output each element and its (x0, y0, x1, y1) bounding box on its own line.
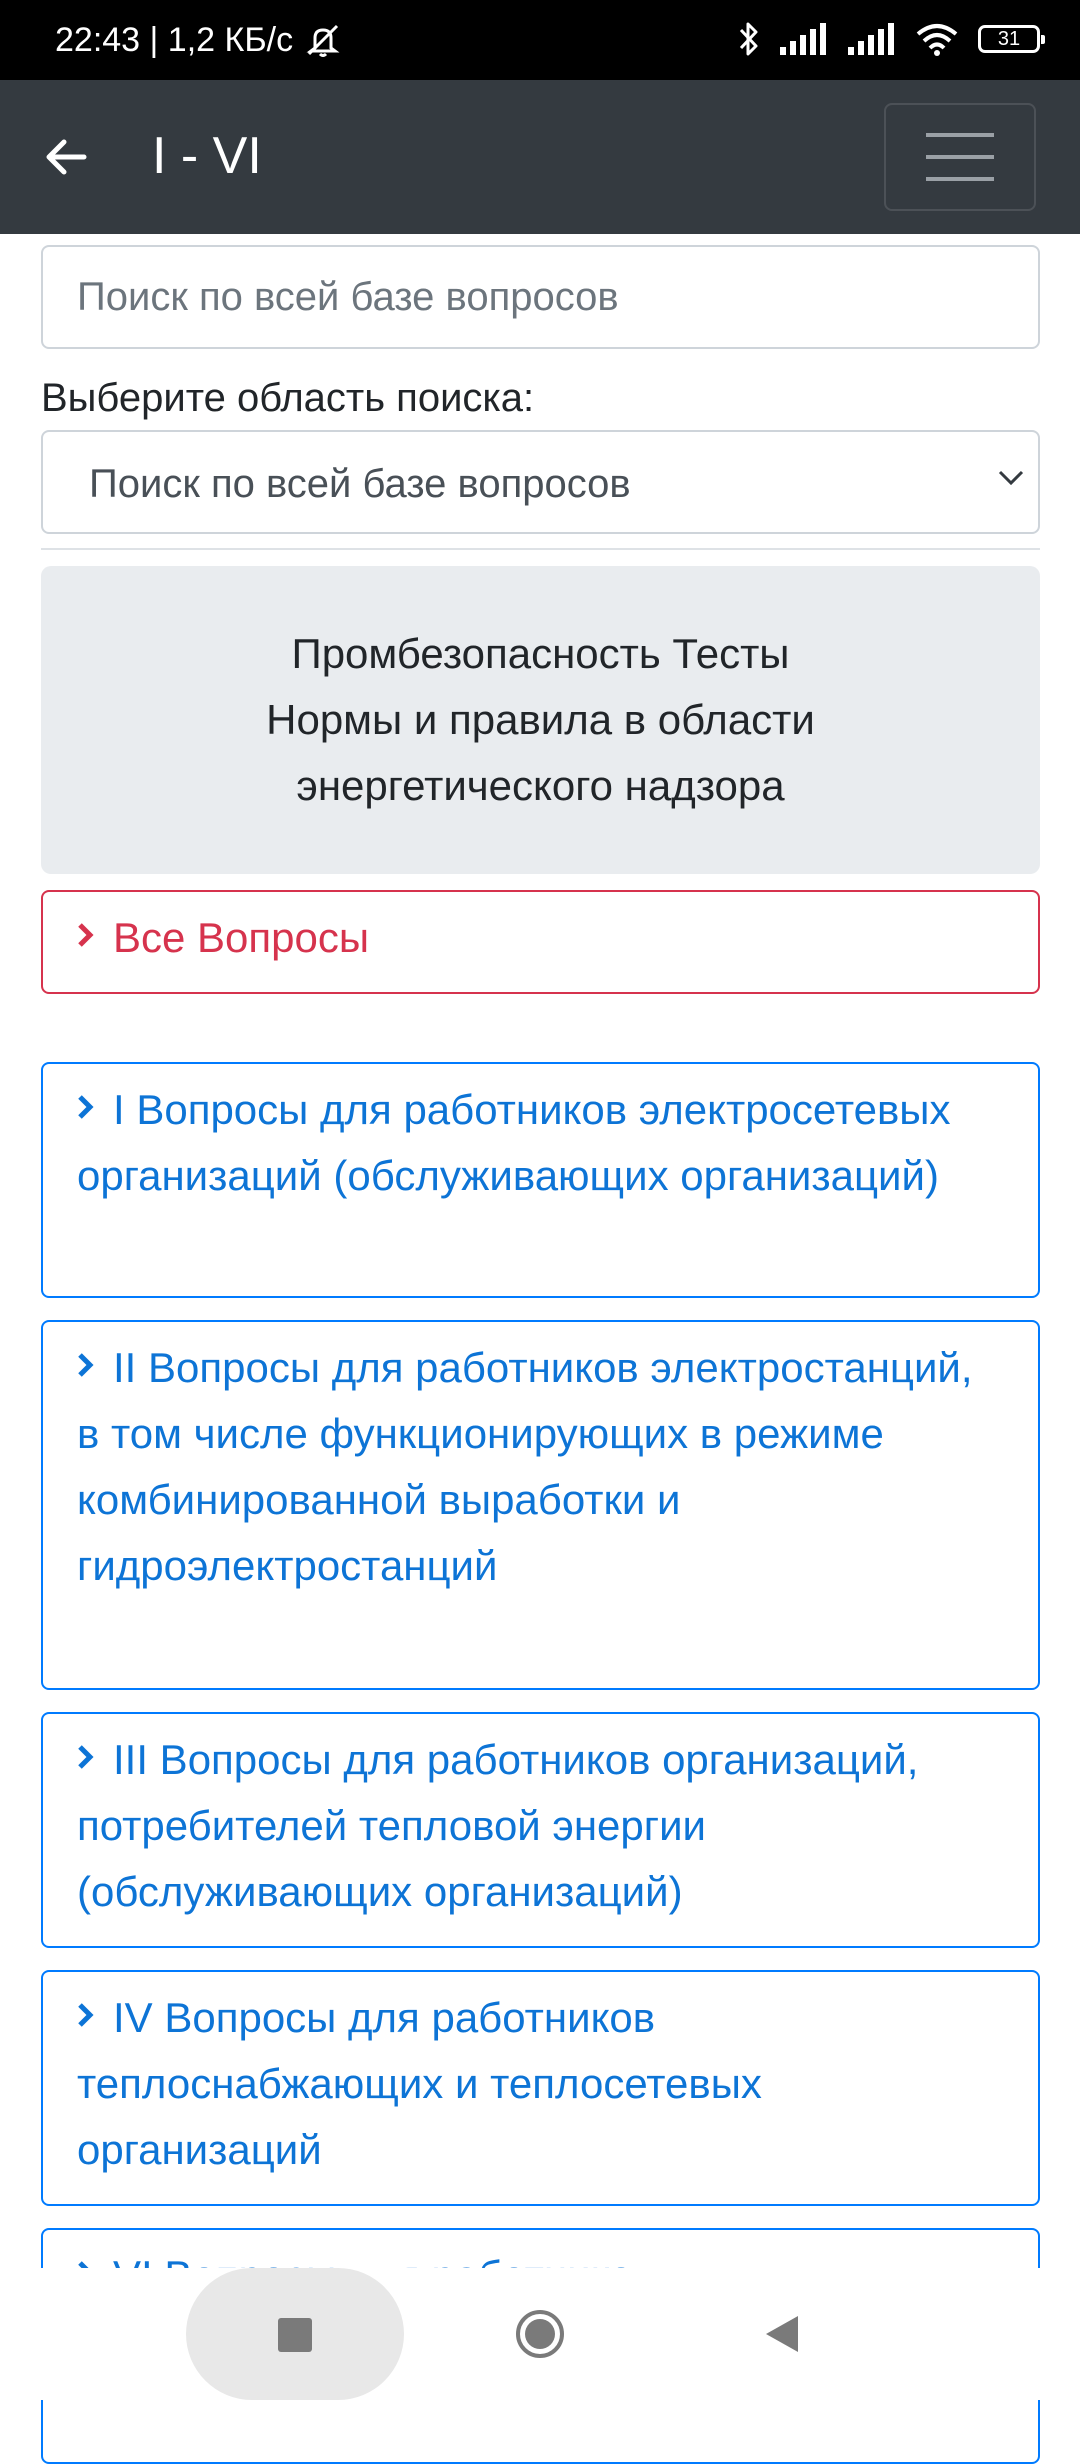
search-input[interactable] (41, 245, 1040, 349)
header-card-line: Промбезопасность Тесты (291, 630, 790, 677)
signal-icon (848, 23, 896, 55)
status-bar (0, 0, 1080, 80)
search-scope-label: Выберите область поиска: (41, 376, 535, 420)
back-nav-button[interactable] (742, 2294, 822, 2374)
system-nav-bar (0, 2268, 1080, 2400)
accordion-item-label: II Вопросы для работников электростанций, в том числе функционирующих в режиме комбинированной выработки и гидроэлектростанций (77, 1344, 973, 1589)
accordion-item-label: Все Вопросы (113, 914, 370, 961)
home-button[interactable] (500, 2294, 580, 2374)
page-title: I - VI (152, 127, 262, 185)
battery-icon (978, 25, 1040, 53)
status-time: 22:43 | 1,2 КБ/с (55, 21, 294, 59)
search-scope-value: Поиск по всей базе вопросов (89, 462, 631, 506)
recents-square-icon (278, 2318, 312, 2352)
bluetooth-icon (738, 20, 760, 58)
status-left (55, 22, 345, 58)
divider (41, 548, 1040, 550)
app-bar (0, 80, 1080, 234)
main-content (0, 234, 1080, 2268)
chevron-right-icon (77, 1744, 93, 1770)
accordion-item-section-4[interactable] (41, 1970, 1040, 2206)
chevron-right-icon (77, 2002, 93, 2028)
chevron-right-icon (77, 1094, 93, 1120)
accordion-item-section-3[interactable] (41, 1712, 1040, 1948)
mute-icon (301, 22, 345, 58)
accordion-item-section-2[interactable] (41, 1320, 1040, 1690)
status-right (738, 20, 1040, 58)
header-card (41, 566, 1040, 874)
header-card-line: энергетического надзора (296, 762, 785, 809)
home-circle-icon (514, 2308, 566, 2360)
chevron-right-icon (77, 1352, 93, 1378)
arrow-left-icon (44, 137, 88, 177)
accordion-item-label: I Вопросы для работников электросетевых организаций (обслуживающих организаций) (77, 1086, 951, 1199)
wifi-icon (916, 22, 958, 56)
accordion-item-label: IV Вопросы для работников теплоснабжающих и теплосетевых организаций (77, 1994, 762, 2173)
header-card-text (266, 621, 815, 819)
search-scope-select[interactable] (41, 430, 1040, 534)
recents-button[interactable] (256, 2296, 334, 2374)
chevron-down-icon (998, 470, 1024, 486)
chevron-right-icon (77, 922, 93, 948)
back-button[interactable] (36, 127, 96, 187)
accordion-item-label: III Вопросы для работников организаций, потребителей тепловой энергии (обслуживающих организаций) (77, 1736, 919, 1915)
signal-icon (780, 23, 828, 55)
accordion-item-section-1[interactable] (41, 1062, 1040, 1298)
hamburger-menu-icon (926, 131, 994, 183)
menu-toggle-button[interactable] (884, 103, 1036, 211)
header-card-line: Нормы и правила в области (266, 696, 815, 743)
battery-level: 31 (997, 28, 1021, 50)
back-triangle-icon (764, 2314, 800, 2354)
accordion-item-all-questions[interactable] (41, 890, 1040, 994)
